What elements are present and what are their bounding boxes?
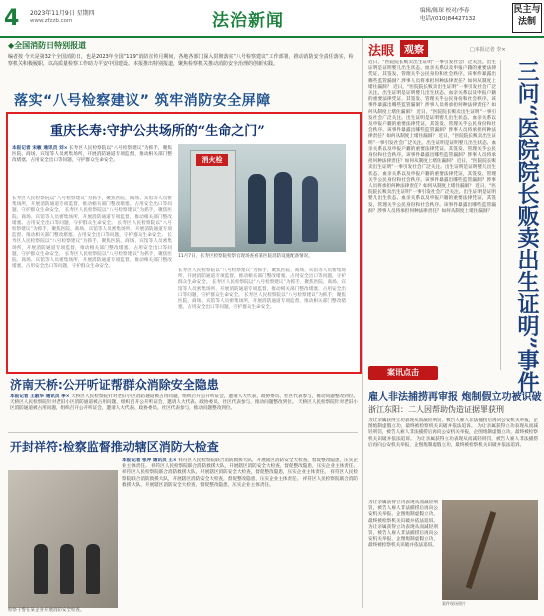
story3-title[interactable]: 开封祥符:检察监督推动辖区消防大检查 bbox=[10, 440, 219, 454]
case-photo bbox=[442, 500, 538, 600]
section-title: 法治新闻 bbox=[212, 11, 284, 31]
story3-body: 本报记者 张冲 通讯员 王× 祥符区人民检察院联合消防救援大队，开展辖区消防安全大检查，督促整改隐患，压实企业主体责任。 祥符区人民检察院联合消防救援大队，开展辖区消防安全大检查，督促整改隐患，压实企业主体责任。 祥符区人民检察院联合消防救援大队，开展辖区消防安全大检查，督促整改隐患，压实企业主体责任。 祥符区人民检察院联合消防救援大队，开展辖区消防安全大检查，督促整改隐患，压实企业主体责任。 祥符区人民检察院联合消防救援大队，开展辖区消防安全大检查，督促整改隐患，压实企业主体责任。 bbox=[122, 458, 358, 488]
story1-body-right: 长寿区人民检察院以“八号检察建议”为抓手，聚焦医院、商场、宾馆等人员密集场所，开展消防通道专项监督，推动相关部门整改堵塞、占用安全出口等问题，守护群众生命安全。 长寿区人民检察院以“八号检察建议”为抓手，聚焦医院、商场、宾馆等人员密集场所，开展消防通道专项监督，推动相关部门整改堵塞、占用安全出口等问题，守护群众生命安全。 长寿区人民检察院以“八号检察建议”为抓手，聚焦医院、商场、宾馆等人员密集场所，开展消防通道专项监督，推动相关部门整改堵塞、占用安全出口等问题，守护群众生命安全。 bbox=[178, 268, 346, 311]
column-divider bbox=[362, 38, 363, 608]
case-section-ribbon bbox=[368, 366, 540, 380]
page-number: 4 bbox=[4, 6, 20, 31]
column-label: 法眼 bbox=[368, 44, 395, 59]
special-report-tag: ◆全国消防日特别报道 bbox=[8, 41, 87, 50]
editor-note: 编者按 今天是第32个全国消防日，也是2023年全国“119”消防宣传月期间，各地各部门深入贯彻落实“八号检察建议”工作部署，推动消防安全责任落实，检察机关积极履职，以高质量检察工作助力平安中国建设。本报推出特别报道，聚焦检察机关推动消防安全治理的创新实践。 bbox=[8, 54, 354, 67]
story1-photo bbox=[178, 144, 346, 252]
person-figure bbox=[86, 544, 100, 594]
column-badge: 观察 bbox=[400, 40, 428, 57]
story1-body bbox=[12, 146, 172, 165]
story1-body-cont: 长寿区人民检察院以“八号检察建议”为抓手，聚焦医院、商场、宾馆等人员密集场所，开展消防通道专项监督，推动相关部门整改堵塞、占用安全出口等问题，守护群众生命安全。 长寿区人民检察院以“八号检察建议”为抓手，聚焦医院、商场、宾馆等人员密集场所，开展消防通道专项监督，推动相关部门整改堵塞、占用安全出口等问题，守护群众生命安全。 长寿区人民检察院以“八号检察建议”为抓手，聚焦医院、商场、宾馆等人员密集场所，开展消防通道专项监督，推动相关部门整改堵塞、占用安全出口等问题，守护群众生命安全。 长寿区人民检察院以“八号检察建议”为抓手，聚焦医院、商场、宾馆等人员密集场所，开展消防通道专项监督，推动相关部门整改堵塞、占用安全出口等问题，守护群众生命安全。 长寿区人民检察院以“八号检察建议”为抓手，聚焦医院、商场、宾馆等人员密集场所，开展消防通道专项监督，推动相关部门整改堵塞、占用安全出口等问题，守护群众生命安全。 bbox=[12, 196, 172, 270]
column-vertical-title[interactable]: 三问“医院院长贩卖出生证明”事件 bbox=[514, 60, 540, 394]
story2-title[interactable]: 济南天桥:公开听证帮群众消除安全隐患 bbox=[10, 378, 219, 392]
person-figure bbox=[274, 172, 292, 244]
case-section-badge: 案讯点击 bbox=[368, 366, 438, 380]
story3-caption: 检察干警在某企业开展消防安全检查。 bbox=[8, 608, 85, 613]
person-figure bbox=[302, 176, 318, 242]
story1-caption: 11月7日，长寿区检察院检察官现场查看某医院消防设施配备情况。 bbox=[178, 254, 313, 259]
page-header bbox=[0, 0, 544, 38]
tree-figure bbox=[466, 511, 496, 589]
story1-title[interactable]: 重庆长寿:守护公共场所的“生命之门” bbox=[50, 124, 265, 139]
phone-line: 电话/(010)84427132 bbox=[420, 16, 476, 22]
story3-photo bbox=[8, 470, 118, 608]
editor-info bbox=[420, 7, 476, 23]
case-title[interactable]: 雇人非法捕捞再审报 炮制假立功被识破 bbox=[368, 392, 542, 403]
website-link[interactable]: www.zfzzb.com bbox=[30, 18, 73, 24]
editor-line: 编辑/陈琛 校对/李春 bbox=[420, 8, 470, 14]
hydrant-sign: 消火栓 bbox=[196, 154, 228, 166]
case-caption: 案件现场照片 bbox=[442, 601, 466, 606]
case-body-cont: 为让亲属获得立功表现从而减轻刑罚，被告人雇人非法捕捞后再向公安机关举报，企图炮制虚假立功，最终被检察机关识破并依法追诉。 为让亲属获得立功表现从而减轻刑罚，被告人雇人非法捕捞后再向公安机关举报，企图炮制虚假立功，最终被检察机关识破并依法追诉。 bbox=[368, 500, 438, 549]
story1-text: 长寿区人民检察院以“八号检察建议”为抓手，聚焦医院、商场、宾馆等人员密集场所，开展消防通道专项监督，推动相关部门整改堵塞、占用安全出口等问题，守护群众生命安全。 bbox=[12, 146, 172, 164]
newspaper-logo: 民主与法制 bbox=[512, 3, 542, 33]
person-figure bbox=[60, 544, 74, 594]
story-divider bbox=[8, 432, 358, 433]
story1-byline: 本报记者 宋敏 通讯员 刘× bbox=[12, 146, 68, 151]
case-body: 为让亲属获得立功表现从而减轻刑罚，被告人雇人非法捕捞后再向公安机关举报，企图炮制虚假立功，最终被检察机关识破并依法追诉。 为让亲属获得立功表现从而减轻刑罚，被告人雇人非法捕捞后再向公安机关举报，企图炮制虚假立功，最终被检察机关识破并依法追诉。 为让亲属获得立功表现从而减轻刑罚，被告人雇人非法捕捞后再向公安机关举报，企图炮制虚假立功，最终被检察机关识破并依法追诉。 bbox=[368, 418, 538, 448]
person-figure bbox=[34, 544, 48, 594]
column-body: 近日，“医院院长贩卖出生证明”一事引发社会广泛关注。出生证明是证明婴儿出生状态、血亲关系以及申报户籍的重要法律凭证，其签发、管理关乎公民身份和社会秩序。该事件暴露出哪些监管漏洞？涉事人员将承担何种法律责任？如何从制度上堵住漏洞？ 近日，“医院院长贩卖出生证明”一事引发社会广泛关注。出生证明是证明婴儿出生状态、血亲关系以及申报户籍的重要法律凭证，其签发、管理关乎公民身份和社会秩序。该事件暴露出哪些监管漏洞？涉事人员将承担何种法律责任？如何从制度上堵住漏洞？ 近日，“医院院长贩卖出生证明”一事引发社会广泛关注。出生证明是证明婴儿出生状态、血亲关系以及申报户籍的重要法律凭证，其签发、管理关乎公民身份和社会秩序。该事件暴露出哪些监管漏洞？涉事人员将承担何种法律责任？如何从制度上堵住漏洞？ 近日，“医院院长贩卖出生证明”一事引发社会广泛关注。出生证明是证明婴儿出生状态、血亲关系以及申报户籍的重要法律凭证，其签发、管理关乎公民身份和社会秩序。该事件暴露出哪些监管漏洞？涉事人员将承担何种法律责任？如何从制度上堵住漏洞？ 近日，“医院院长贩卖出生证明”一事引发社会广泛关注。出生证明是证明婴儿出生状态、血亲关系以及申报户籍的重要法律凭证，其签发、管理关乎公民身份和社会秩序。该事件暴露出哪些监管漏洞？涉事人员将承担何种法律责任？如何从制度上堵住漏洞？ 近日，“医院院长贩卖出生证明”一事引发社会广泛关注。出生证明是证明婴儿出生状态、血亲关系以及申报户籍的重要法律凭证，其签发、管理关乎公民身份和社会秩序。该事件暴露出哪些监管漏洞？涉事人员将承担何种法律责任？如何从制度上堵住漏洞？ bbox=[368, 60, 496, 214]
issue-date: 2023年11月9日 星期四 bbox=[30, 10, 95, 17]
case-subtitle: 浙江东阳：二人因帮助伪造证据罪获刑 bbox=[368, 405, 504, 414]
person-figure bbox=[248, 174, 266, 244]
story2-body: 本报记者 王淑华 通讯员 李× 天桥区人民检察院针对老旧小区消防通道被占用问题，组织召开公开听证会，邀请人大代表、政协委员、社区代表参与，推动问题整改到位。 天桥区人民检察院针对老旧小区消防通道被占用问题，组织召开公开听证会，邀请人大代表、政协委员、社区代表参与，推动问题整改到位。 天桥区人民检察院针对老旧小区消防通道被占用问题，组织召开公开听证会，邀请人大代表、政协委员、社区代表参与，推动问题整改到位。 bbox=[10, 394, 358, 412]
title-rule bbox=[500, 60, 501, 370]
main-headline: 落实“八号检察建议” 筑牢消防安全屏障 bbox=[14, 93, 271, 109]
column-author: □本报记者 李× bbox=[470, 47, 506, 53]
